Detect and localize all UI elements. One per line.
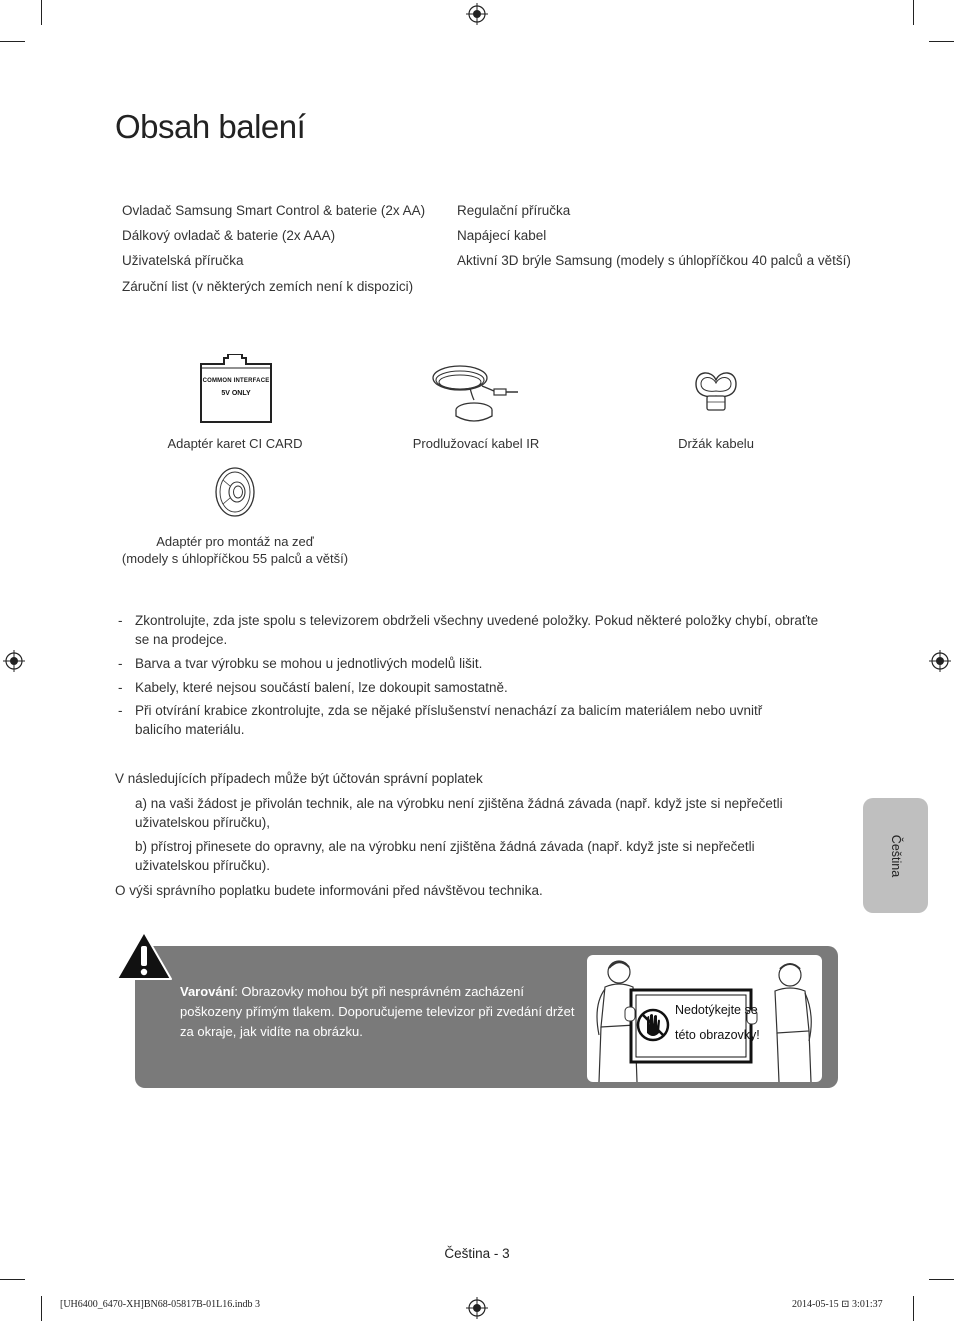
registration-mark-icon	[3, 650, 25, 672]
accessory-caption-line1: Adaptér pro montáž na zeď	[156, 534, 314, 549]
note-dash: -	[118, 613, 123, 628]
ci-card-adapter-image	[198, 354, 274, 424]
note-text: Kabely, které nejsou součástí balení, lze dokoupit samostatně.	[135, 680, 508, 695]
warning-illustration	[587, 955, 822, 1082]
ci-card-label-line1: COMMON INTERFACE	[202, 378, 270, 384]
ir-extender-cable-image	[430, 360, 520, 428]
contents-item: Napájecí kabel	[457, 228, 547, 243]
accessory-caption-line2: (modely s úhlopříčkou 55 palců a větší)	[121, 551, 349, 566]
crop-mark	[929, 41, 954, 42]
accessory-caption	[95, 533, 375, 567]
contents-item: Záruční list (v některých zemích není k dispozici)	[122, 279, 414, 294]
contents-item: Aktivní 3D brýle Samsung (modely s úhlopříčkou 40 palců a větší)	[457, 253, 851, 268]
page-title: Obsah balení	[115, 108, 306, 145]
print-slug-file: [UH6400_6470-XH]BN68-05817B-01L16.indb 3	[60, 1299, 260, 1310]
page-number: Čeština - 3	[444, 1246, 510, 1261]
crop-mark	[913, 1296, 914, 1321]
warning-label: Varování	[180, 984, 235, 999]
note-text: Barva a tvar výrobku se mohou u jednotlivých modelů lišit.	[135, 656, 483, 671]
wall-mount-adapter-image	[213, 466, 257, 518]
note-dash: -	[118, 703, 123, 718]
note-text: Při otvírání krabice zkontrolujte, zda se nějaké příslušenství nenachází za balicím materiálem nebo uvnitř balicího materiálu.	[135, 703, 763, 737]
accessory-caption: Prodlužovací kabel IR	[412, 436, 540, 451]
crop-mark	[913, 0, 914, 25]
contents-item: Uživatelská příručka	[122, 253, 244, 268]
cable-holder-image	[692, 366, 740, 414]
accessory-caption: Držák kabelu	[678, 436, 754, 451]
people-holding-tv-image	[587, 955, 822, 1082]
fee-outro: O výši správního poplatku budete informováni před návštěvou technika.	[115, 883, 543, 898]
tv-screen-text-line1: Nedotýkejte se	[675, 1003, 758, 1017]
registration-mark-icon	[466, 1297, 488, 1319]
crop-mark	[41, 1296, 42, 1321]
accessory-caption: Adaptér karet CI CARD	[167, 436, 303, 451]
language-tab	[863, 798, 928, 913]
ci-card-label-line2: 5V ONLY	[221, 390, 251, 397]
registration-mark-icon	[466, 3, 488, 25]
contents-item: Ovladač Samsung Smart Control & baterie (2x AA)	[122, 203, 426, 218]
crop-mark	[929, 1279, 954, 1280]
contents-item: Dálkový ovladač & baterie (2x AAA)	[122, 228, 336, 243]
crop-mark	[0, 1279, 25, 1280]
note-text: Zkontrolujte, zda jste spolu s televizorem obdrželi všechny uvedené položky. Pokud některé položky chybí, obraťte se na prodejce.	[135, 613, 819, 647]
crop-mark	[41, 0, 42, 25]
warning-text	[180, 982, 580, 1042]
fee-item-a: a) na vaši žádost je přivolán technik, ale na výrobku není zjištěna žádná závada (např. když jste si nepřečetli uživatelskou příručku),	[135, 796, 783, 830]
language-tab-label: Čeština	[888, 834, 903, 877]
fee-intro: V následujících případech může být účtován správní poplatek	[115, 771, 483, 786]
note-dash: -	[118, 680, 123, 695]
warning-triangle-icon	[114, 929, 174, 983]
crop-mark	[0, 41, 25, 42]
tv-screen-text-line2: této obrazovky!	[675, 1028, 760, 1042]
print-slug-timestamp: 2014-05-15 ⊡ 3:01:37	[792, 1299, 883, 1310]
note-dash: -	[118, 656, 123, 671]
registration-mark-icon	[929, 650, 951, 672]
warning-body: : Obrazovky mohou být při nesprávném zacházení poškozeny přímým tlakem. Doporučujeme televizor při zvedání držet za okraje, jak vidíte na obrázku.	[180, 984, 575, 1039]
contents-item: Regulační příručka	[457, 203, 571, 218]
fee-item-b: b) přístroj přinesete do opravny, ale na výrobku není zjištěna žádná závada (např. když jste si nepřečetli uživatelskou příručku).	[135, 839, 755, 873]
